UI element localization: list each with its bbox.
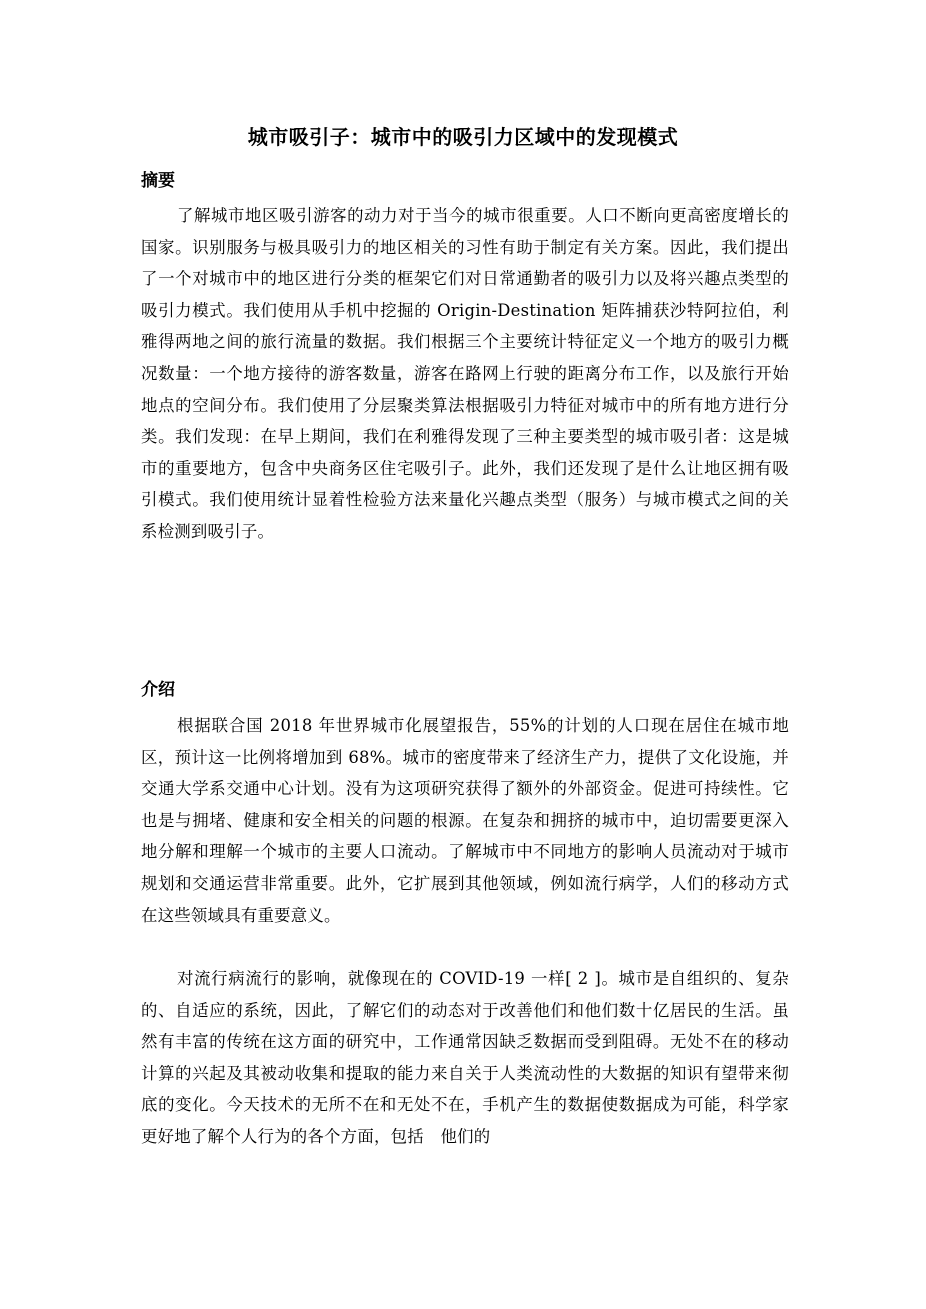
abstract-paragraph: 了解城市地区吸引游客的动力对于当今的城市很重要。人口不断向更高密度增长的国家。识别服务与极具吸引力的地区相关的习性有助于制定有关方案。因此，我们提出了一个对城市中的地区进行分类的框架它们对日常通勤者的吸引力以及将兴趣点类型的吸引力模式。我们使用从手机中挖掘的 Origin-Destination 矩阵捕获沙特阿拉伯，利雅得两地之间的旅行流量的数据。我们根据三个主要统计特征定义一个地方的吸引力概况数量：一个地方接待的游客数量，游客在路网上行驶的距离分布工作，以及旅行开始地点的空间分布。我们使用了分层聚类算法根据吸引力特征对城市中的所有地方进行分类。我们发现：在早上期间，我们在利雅得发现了三种主要类型的城市吸引者：这是城市的重要地方，包含中央商务区住宅吸引子。此外，我们还发现了是什么让地区拥有吸引模式。我们使用统计显着性检验方法来量化兴趣点类型（服务）与城市模式之间的关系检测到吸引子。 [141,206,789,541]
introduction-heading: 介绍 [141,680,175,700]
introduction-paragraph-2: 对流行病流行的影响，就像现在的 COVID-19 一样[ 2 ]。城市是自组织的、复杂的、自适应的系统，因此，了解它们的动态对于改善他们和他们数十亿居民的生活。虽然有丰富的传统在这方面的研究中，工作通常因缺乏数据而受到阻碍。无处不在的移动计算的兴起及其被动收集和提取的能力来自关于人类流动性的大数据的知识有望带来彻底的变化。今天技术的无所不在和无处不在，手机产生的数据使数据成为可能，科学家更好地了解个人行为的各个方面，包括 他们的 [141,969,789,1146]
introduction-paragraph-1: 根据联合国 2018 年世界城市化展望报告，55%的计划的人口现在居住在城市地区，预计这一比例将增加到 68%。城市的密度带来了经济生产力，提供了文化设施，并交通大学系交通中心计划。没有为这项研究获得了额外的外部资金。促进可持续性。它也是与拥堵、健康和安全相关的问题的根源。在复杂和拥挤的城市中，迫切需要更深入地分解和理解一个城市的主要人口流动。了解城市中不同地方的影响人员流动对于城市规划和交通运营非常重要。此外，它扩展到其他领域，例如流行病学，人们的移动方式在这些领域具有重要意义。 [141,716,789,925]
abstract-heading: 摘要 [141,171,175,191]
paper-title: 城市吸引子：城市中的吸引力区域中的发现模式 [247,125,679,149]
